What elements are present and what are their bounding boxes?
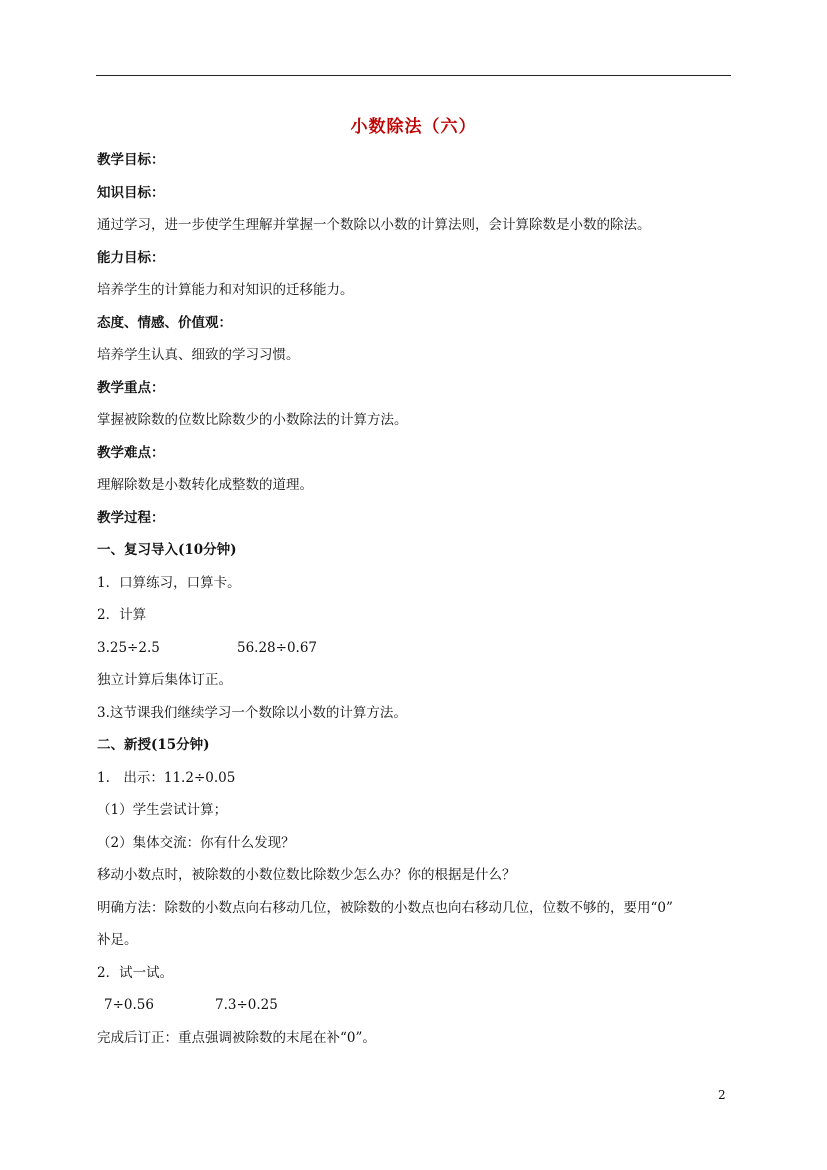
p2-sub1: （1）学生尝试计算； (97, 802, 228, 818)
p2-calc-b: 7.3÷0.25 (215, 997, 278, 1013)
attitude-heading: 态度、情感、价值观： (97, 315, 232, 331)
process-heading: 教学过程： (97, 510, 165, 526)
p2-method-line1: 明确方法：除数的小数点向右移动几位，被除数的小数点也向右移动几位，位数不够的，要用“0” (97, 900, 673, 916)
p1-item1: 1．口算练习，口算卡。 (97, 575, 241, 591)
p1-calc-b: 56.28÷0.67 (237, 640, 318, 656)
p2-question: 移动小数点时，被除数的小数位数比除数少怎么办？你的根据是什么？ (97, 867, 516, 883)
p2-calc-a: 7÷0.56 (104, 997, 154, 1013)
key-text: 掌握被除数的位数比除数少的小数除法的计算方法。 (97, 412, 408, 428)
key-heading: 教学重点： (97, 380, 165, 396)
attitude-text: 培养学生认真、细致的学习习惯。 (97, 347, 300, 363)
knowledge-heading: 知识目标： (97, 185, 165, 201)
p2-after: 完成后订正：重点强调被除数的末尾在补“0”。 (97, 1030, 376, 1046)
p2-sub2: （2）集体交流：你有什么发现？ (97, 835, 295, 851)
ability-text: 培养学生的计算能力和对知识的迁移能力。 (97, 282, 354, 298)
difficult-heading: 教学难点： (97, 445, 165, 461)
p1-after: 独立计算后集体订正。 (97, 672, 232, 688)
p1-item2: 2．计算 (97, 607, 147, 623)
p2-item2: 2．试一试。 (97, 965, 174, 981)
ability-heading: 能力目标： (97, 250, 165, 266)
p2-item1: 1. 出示：11.2÷0.05 (97, 770, 236, 786)
p1-calc-a: 3.25÷2.5 (97, 640, 160, 656)
p1-item3: 3.这节课我们继续学习一个数除以小数的计算方法。 (97, 705, 407, 721)
part2-heading: 二、新授(15分钟) (97, 737, 210, 753)
page-number: 2 (718, 1088, 726, 1102)
page-title: 小数除法（六） (350, 117, 477, 137)
difficult-text: 理解除数是小数转化成整数的道理。 (97, 477, 313, 493)
part1-heading: 一、复习导入(10分钟) (97, 542, 237, 558)
header-rule (96, 75, 731, 76)
goals-heading: 教学目标： (97, 152, 165, 168)
knowledge-text: 通过学习，进一步使学生理解并掌握一个数除以小数的计算法则，会计算除数是小数的除法。 (97, 217, 651, 233)
p2-method-line2: 补足。 (97, 932, 138, 948)
